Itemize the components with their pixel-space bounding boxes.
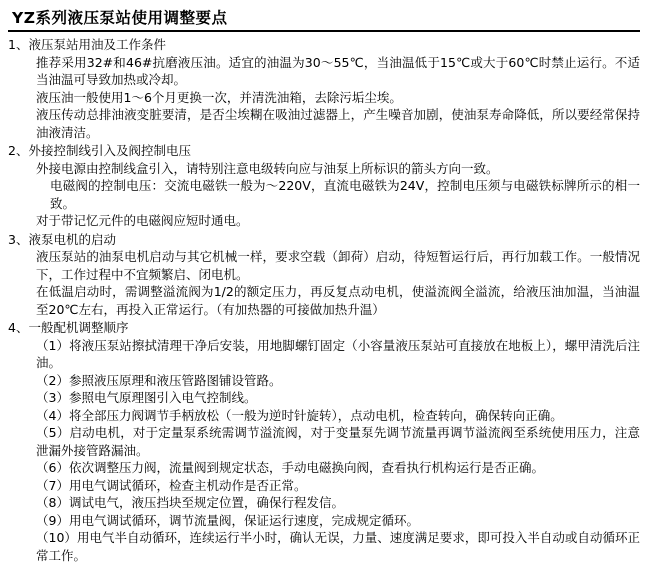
section-4-item-2: （2）参照液压原理和液压管路图铺设管路。 — [36, 372, 282, 388]
section-3 — [8, 231, 640, 319]
section-3-paragraph-1: 液压泵站的油泵电机启动与其它机械一样，要求空载（卸荷）启动，待短暂运行后，再行加载工作。一般情况下，工作过程中不宜频繁启、闭电机。 — [36, 249, 640, 282]
section-4-item-1: （1）将液压泵站擦拭清理干净后安装，用地脚螺钉固定（小容量液压泵站可直接放在地板上），螺甲清洗后注油。 — [36, 337, 640, 370]
title-divider — [8, 30, 640, 32]
section-2-paragraph-2: 电磁阀的控制电压：交流电磁铁一般为～220V，直流电磁铁为24V，控制电压须与电磁铁标牌所示的相一致。 — [50, 178, 640, 211]
section-1-paragraph-2: 液压油一般使用1～6个月更换一次，并清洗油箱，去除污垢尘埃。 — [36, 89, 402, 105]
page-title: YZ系列液压泵站使用调整要点 — [12, 9, 228, 27]
section-4-item-3: （3）参照电气原理图引入电气控制线。 — [36, 390, 257, 405]
section-2-paragraph-1: 外接电源由控制线盒引入，请特别注意电级转向应与油泵上所标识的箭头方向一致。 — [36, 160, 499, 176]
section-1-heading: 1、液压泵站用油及工作条件 — [8, 37, 166, 52]
section-3-heading: 3、液泵电机的启动 — [8, 231, 116, 247]
section-2 — [8, 142, 640, 230]
section-2-heading: 2、外接控制线引入及阀控制电压 — [8, 143, 191, 158]
section-4-item-6: （6）依次调整压力阀，流量阀到规定状态，手动电磁换向阀，查看执行机构运行是否正确。 — [36, 460, 544, 475]
section-3-paragraph-2: 在低温启动时，需调整溢流阀为1/2的额定压力，再反复点动电机，使溢流阀全溢流，给液压油加温，当油温至20℃左右，再投入正常运行。（有加热器的可接做加热升温） — [36, 284, 640, 317]
section-4-item-8: （8）调试电气，液压挡块至规定位置，确保行程发信。 — [36, 495, 344, 510]
section-1-paragraph-3: 液压传动总排油液变脏要清，是否尘埃糊在吸油过滤器上，产生噪音加剧，使油泵寿命降低，所以要经常保持油液清洁。 — [36, 107, 640, 140]
section-4-item-4: （4）将全部压力阀调节手柄放松（一般为逆时针旋转），点动电机，检查转向，确保转向正确。 — [36, 407, 563, 423]
section-1 — [8, 36, 640, 141]
section-4 — [8, 319, 640, 564]
section-2-paragraph-3: 对于带记忆元件的电磁阀应短时通电。 — [36, 213, 249, 228]
section-4-item-7: （7）用电气调试循环，检查主机动作是否正常。 — [36, 477, 307, 493]
section-1-paragraph-1: 推荐采用32#和46#抗磨液压油。适宜的油温为30～55℃，当油温低于15℃或大于60℃时禁止运行。不适当油温可导致加热或冷却。 — [36, 54, 640, 87]
section-4-item-5: （5）启动电机，对于定量泵系统需调节溢流阀，对于变量泵先调节流量再调节溢流阀至系统使用压力，注意泄漏外接管路漏油。 — [36, 425, 640, 458]
section-4-item-10: （10）用电气半自动循环，连续运行半小时，确认无误，力量、速度满足要求，即可投入半自动或自动循环正常工作。 — [36, 530, 640, 563]
section-4-item-9: （9）用电气调试循环，调节流量阀，保证运行速度，完成规定循环。 — [36, 512, 419, 528]
section-4-heading: 4、一般配机调整顺序 — [8, 320, 129, 335]
